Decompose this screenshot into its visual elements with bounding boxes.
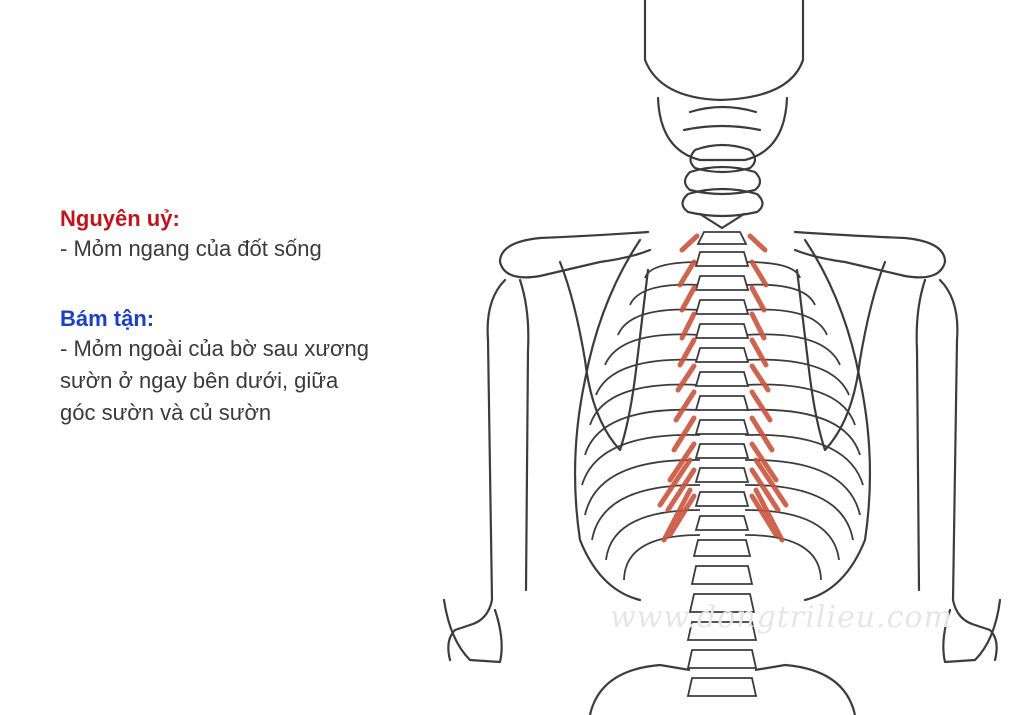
insertion-line: sườn ở ngay bên dưới, giữa [60, 368, 339, 393]
right-shoulder [795, 232, 945, 277]
description-panel [60, 205, 480, 429]
skull [645, 0, 803, 100]
left-humerus [448, 280, 528, 660]
insertion-line: góc sườn và củ sườn [60, 400, 272, 425]
origin-line: - Mỏm ngang của đốt sống [60, 236, 322, 261]
right-scapula [797, 262, 885, 450]
origin-heading: Nguyên uỷ: [60, 206, 180, 231]
left-shoulder [500, 232, 650, 277]
insertion-heading: Bám tận: [60, 306, 155, 331]
left-scapula [560, 262, 648, 450]
watermark: www.dongtrilieu.com [610, 600, 953, 635]
insertion-line: - Mỏm ngoài của bờ sau xương [60, 336, 369, 361]
